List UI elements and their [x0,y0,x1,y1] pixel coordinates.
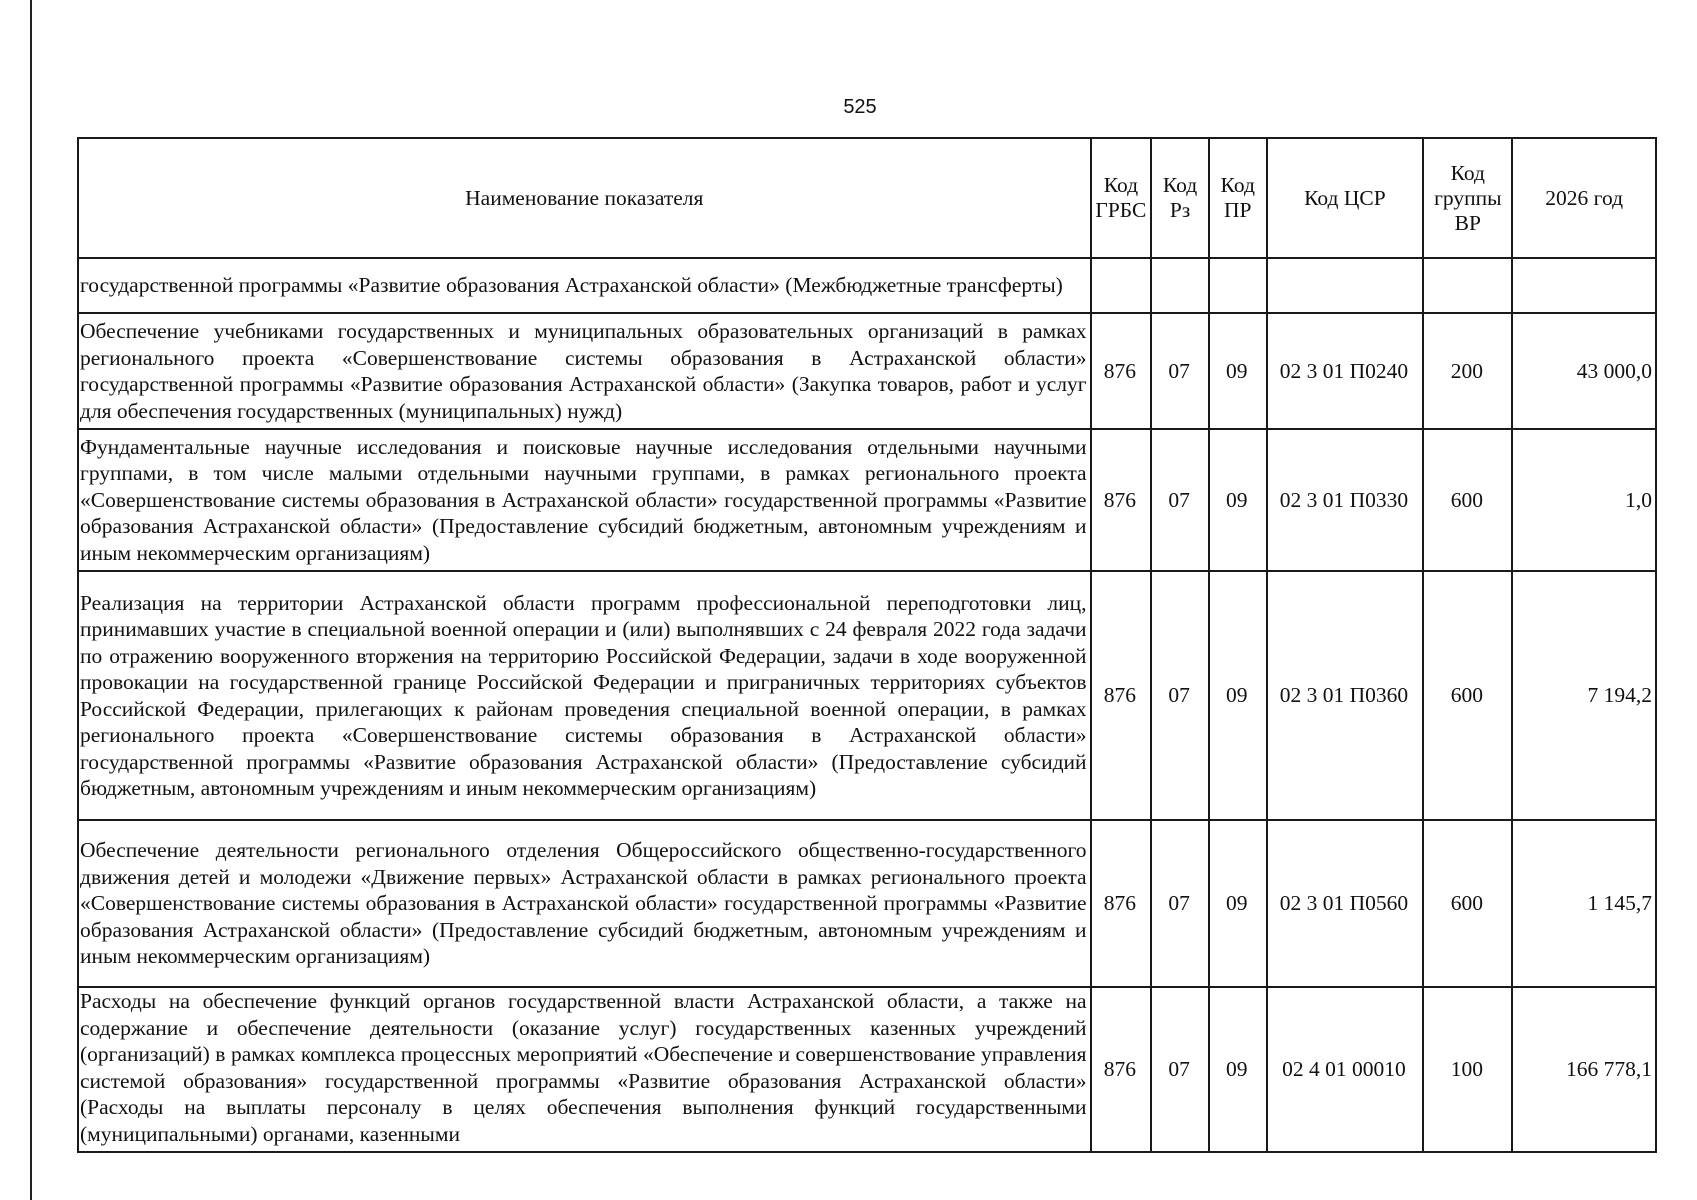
cell-amount: 1 145,7 [1512,820,1656,987]
cell-pr: 09 [1209,987,1267,1152]
cell-name: Обеспечение деятельности регионального отделения Общероссийского общественно-государственного движения детей и молодежи «Движение первых» Астраханской области в рамках регионального проекта «Совершенствование системы образования в Астраханской области» государственной программы «Развитие образования Астраханской области» (Предоставление субсидий бюджетным, автономным учреждениям и иным некоммерческим организациям) [78,820,1091,987]
page-number: 525 [843,96,877,118]
cell-csr: 02 3 01 П0360 [1267,571,1424,820]
table-row [78,987,1656,1152]
cell-grbs: 876 [1091,820,1152,987]
cell-amount: 1,0 [1512,429,1656,571]
header-rz: Код Рз [1151,138,1209,258]
header-vr: Код группы ВР [1423,138,1512,258]
left-margin-line [30,0,32,1200]
cell-csr: 02 4 01 00010 [1267,987,1424,1152]
table-header-row [78,138,1656,258]
cell-rz: 07 [1151,313,1209,429]
header-year: 2026 год [1512,138,1656,258]
header-grbs: Код ГРБС [1091,138,1152,258]
cell-vr: 600 [1423,820,1512,987]
cell-rz: 07 [1151,429,1209,571]
cell-pr: 09 [1209,820,1267,987]
cell-pr: 09 [1209,313,1267,429]
cell-name: государственной программы «Развитие образования Астраханской области» (Межбюджетные трансферты) [78,258,1091,313]
cell-name: Реализация на территории Астраханской области программ профессиональной переподготовки лиц, принимавших участие в специальной военной операции и (или) выполнявших с 24 февраля 2022 года задачи по отражению вооруженного вторжения на территорию Российской Федерации, задачи в ходе вооруженной провокации на государственной границе Российской Федерации и приграничных территориях субъектов Российской Федерации, прилегающих к районам проведения специальной военной операции, в рамках регионального проекта «Совершенствование системы образования в Астраханской области» государственной программы «Развитие образования Астраханской области» (Предоставление субсидий бюджетным, автономным учреждениям и иным некоммерческим организациям) [78,571,1091,820]
cell-rz: 07 [1151,571,1209,820]
cell-csr: 02 3 01 П0560 [1267,820,1424,987]
cell-grbs [1091,258,1152,313]
table-row [78,820,1656,987]
table-row [78,258,1656,313]
cell-rz: 07 [1151,987,1209,1152]
header-csr: Код ЦСР [1267,138,1424,258]
cell-amount [1512,258,1656,313]
cell-pr: 09 [1209,571,1267,820]
table-row [78,571,1656,820]
cell-vr: 200 [1423,313,1512,429]
cell-vr: 600 [1423,571,1512,820]
cell-vr [1423,258,1512,313]
cell-amount: 166 778,1 [1512,987,1656,1152]
header-pr: Код ПР [1209,138,1267,258]
cell-vr: 100 [1423,987,1512,1152]
cell-grbs: 876 [1091,429,1152,571]
cell-csr: 02 3 01 П0240 [1267,313,1424,429]
cell-grbs: 876 [1091,313,1152,429]
table-row [78,429,1656,571]
header-name: Наименование показателя [78,138,1091,258]
cell-name: Фундаментальные научные исследования и поисковые научные исследования отдельными научными группами, в том числе малыми отдельными научными группами, в рамках регионального проекта «Совершенствование системы образования в Астраханской области» государственной программы «Развитие образования Астраханской области» (Предоставление субсидий бюджетным, автономным учреждениям и иным некоммерческим организациям) [78,429,1091,571]
table-row [78,313,1656,429]
cell-pr [1209,258,1267,313]
cell-amount: 7 194,2 [1512,571,1656,820]
cell-csr: 02 3 01 П0330 [1267,429,1424,571]
cell-name: Расходы на обеспечение функций органов государственной власти Астраханской области, а также на содержание и обеспечение деятельности (оказание услуг) государственных казенных учреждений (организаций) в рамках комплекса процессных мероприятий «Обеспечение и совершенствование управления системой образования» государственной программы «Развитие образования Астраханской области» (Расходы на выплаты персоналу в целях обеспечения выполнения функций государственными (муниципальными) органами, казенными [78,987,1091,1152]
cell-pr: 09 [1209,429,1267,571]
cell-name: Обеспечение учебниками государственных и муниципальных образовательных организаций в рамках регионального проекта «Совершенствование системы образования в Астраханской области» государственной программы «Развитие образования Астраханской области» (Закупка товаров, работ и услуг для обеспечения государственных (муниципальных) нужд) [78,313,1091,429]
cell-grbs: 876 [1091,987,1152,1152]
cell-rz: 07 [1151,820,1209,987]
cell-amount: 43 000,0 [1512,313,1656,429]
budget-table [77,137,1657,1153]
cell-grbs: 876 [1091,571,1152,820]
cell-csr [1267,258,1424,313]
cell-vr: 600 [1423,429,1512,571]
cell-rz [1151,258,1209,313]
